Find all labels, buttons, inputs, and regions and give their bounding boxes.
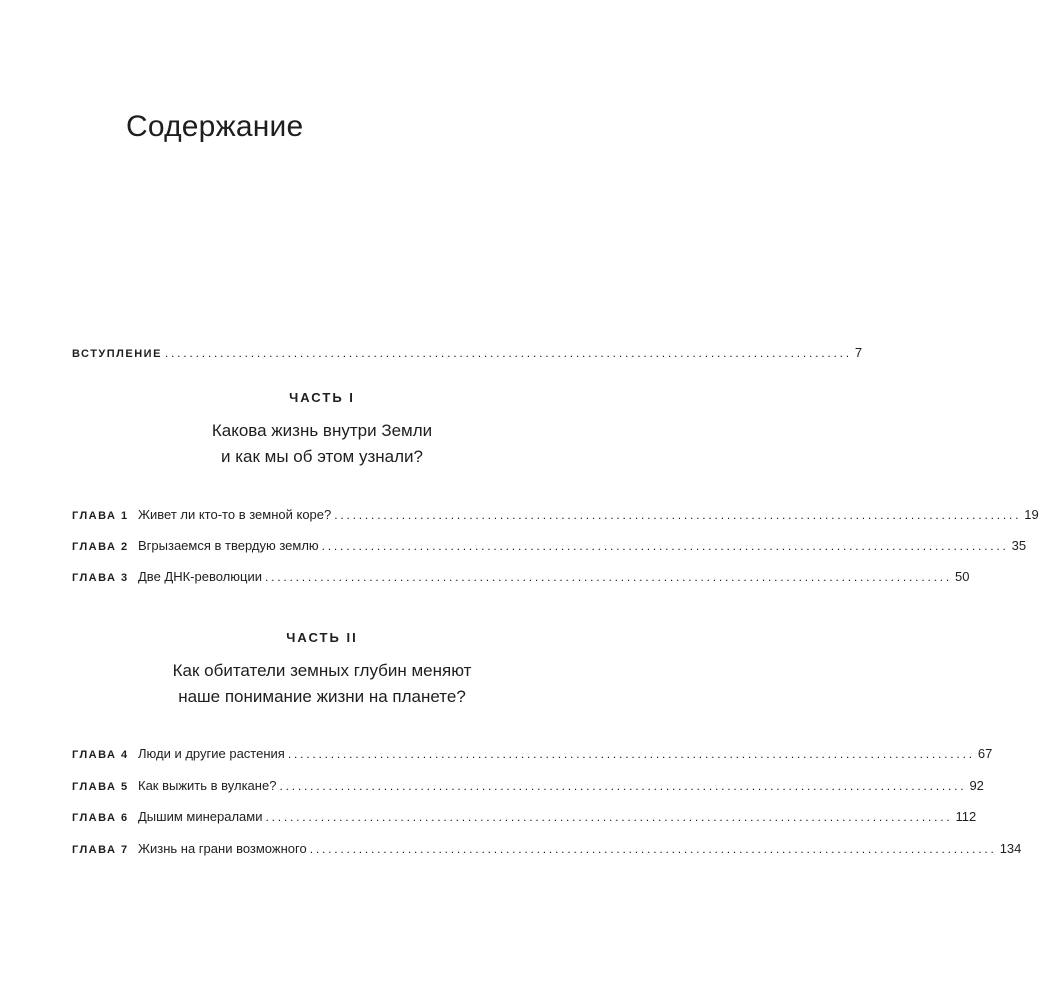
toc-entry-chapter-2[interactable] <box>72 538 1027 558</box>
toc-entry-chapter-7[interactable] <box>72 841 1022 861</box>
page-number: 19 <box>1024 507 1039 522</box>
chapter-title: Как выжить в вулкане? <box>138 778 277 793</box>
page-number: 7 <box>854 345 863 360</box>
page-number: 35 <box>1011 538 1027 553</box>
page-number: 112 <box>955 809 977 824</box>
part-2-title-line: Как обитатели земных глубин меняют <box>172 661 472 680</box>
part-2-title <box>0 658 644 710</box>
part-1-title-line: Какова жизнь внутри Земли <box>211 421 433 440</box>
chapter-label: ГЛАВА 3 <box>72 572 129 584</box>
dot-leader: ................................................................................................................ <box>265 810 953 824</box>
page-title: Содержание <box>126 110 304 143</box>
dot-leader: ................................................................................................................ <box>164 346 852 360</box>
toc-entry-intro[interactable] <box>72 345 863 365</box>
dot-leader: ................................................................................................................ <box>334 508 1022 522</box>
chapter-title: Жизнь на грани возможного <box>138 841 307 856</box>
intro-label: ВСТУПЛЕНИЕ <box>72 348 162 360</box>
toc-entry-chapter-1[interactable] <box>72 507 1039 527</box>
chapter-title: Две ДНК-революции <box>138 569 262 584</box>
part-1-heading: ЧАСТЬ I <box>289 390 355 405</box>
chapter-title: Живет ли кто-то в земной коре? <box>138 507 332 522</box>
page-number: 92 <box>969 778 984 793</box>
page-number: 134 <box>999 841 1022 856</box>
chapter-label: ГЛАВА 1 <box>72 510 129 522</box>
chapter-label: ГЛАВА 4 <box>72 749 129 761</box>
part-2-title-line: наше понимание жизни на планете? <box>178 687 466 706</box>
page-number: 50 <box>955 569 970 584</box>
chapter-title: Дышим минералами <box>138 809 263 824</box>
chapter-label: ГЛАВА 2 <box>72 541 129 553</box>
dot-leader: ................................................................................................................ <box>264 570 952 584</box>
chapter-label: ГЛАВА 6 <box>72 812 129 824</box>
part-1-title <box>0 418 644 470</box>
toc-entry-chapter-4[interactable] <box>72 746 993 766</box>
chapter-label: ГЛАВА 5 <box>72 781 129 793</box>
chapter-title: Вгрызаемся в твердую землю <box>138 538 319 553</box>
dot-leader: ................................................................................................................ <box>279 779 967 793</box>
page-number: 67 <box>977 746 993 761</box>
part-1-title-line: и как мы об этом узнали? <box>221 447 423 466</box>
part-2-heading: ЧАСТЬ II <box>286 630 358 645</box>
chapter-title: Люди и другие растения <box>138 746 285 761</box>
dot-leader: ................................................................................................................ <box>309 842 997 856</box>
toc-entry-chapter-5[interactable] <box>72 778 984 798</box>
dot-leader: ................................................................................................................ <box>287 747 975 761</box>
chapter-label: ГЛАВА 7 <box>72 844 129 856</box>
dot-leader: ................................................................................................................ <box>321 539 1009 553</box>
toc-entry-chapter-3[interactable] <box>72 569 970 589</box>
toc-entry-chapter-6[interactable] <box>72 809 977 829</box>
